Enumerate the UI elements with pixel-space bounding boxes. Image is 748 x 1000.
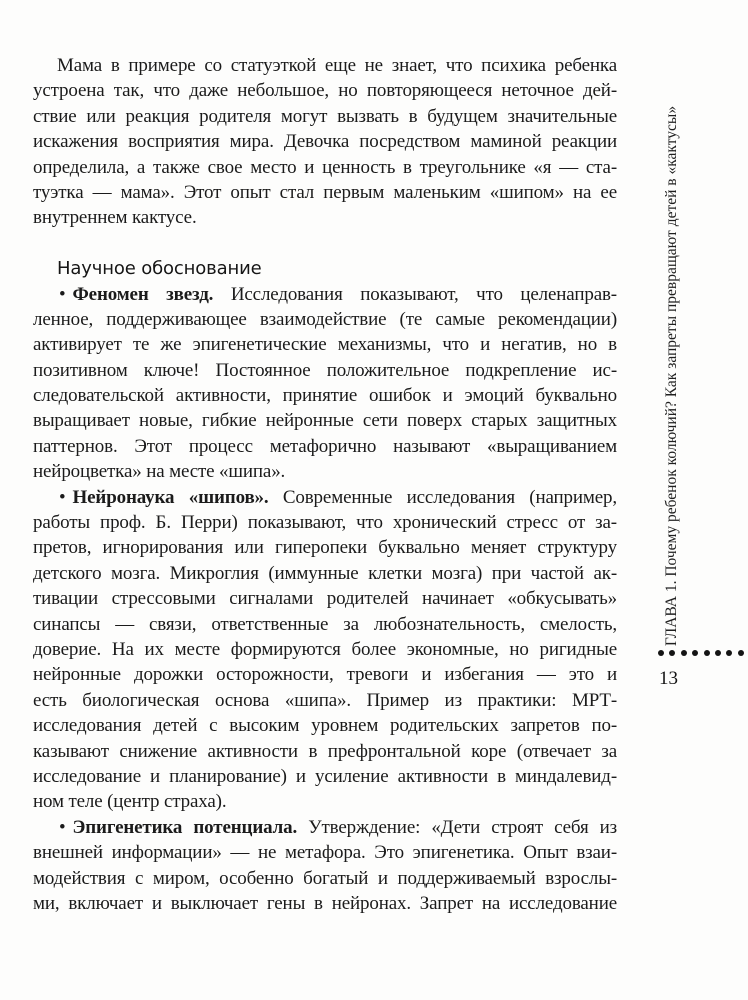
text-line: внешней информации» — не метафора. Это эпигенетика. Опыт взаи-: [33, 842, 617, 864]
text-line: ствие или реакция родителя могут вызвать в будущем значительные: [33, 105, 617, 127]
text-line: выращивает новые, гибкие нейронные сети поверх старых защитных: [33, 410, 617, 432]
chapter-running-title: ГЛАВА 1. Почему ребенок колючий? Как запреты превращают детей в «кактусы»: [663, 105, 680, 647]
text-line: туэтка — мама». Этот опыт стал первым маленьким «шипом» на ее: [33, 181, 617, 203]
bullet-icon: •: [59, 283, 66, 305]
dot: [681, 650, 687, 656]
text-line: нейронные дорожки осторожности, тревоги и избегания — это и: [33, 664, 617, 686]
paragraph-lead: Феномен звезд.: [72, 283, 214, 305]
dot: [715, 650, 721, 656]
text-line: нейроцветка» на месте «шипа».: [33, 461, 286, 483]
text-block: [33, 53, 617, 916]
text-line: искажения восприятия мира. Девочка посредством маминой реакции: [33, 131, 617, 153]
text-line: ленное, поддерживающее взаимодействие (те самые рекомендации): [33, 308, 617, 330]
dot: [738, 650, 744, 656]
text-line: внутреннем кактусе.: [33, 207, 197, 229]
text-line: модействия с миром, особенно богатый и поддерживаемый взрослы-: [33, 867, 617, 889]
text-line: • Нейронаука «шипов». Современные исследования (например,: [59, 486, 617, 508]
paragraph-lead: Эпигенетика потенциала.: [72, 816, 298, 838]
paragraph-lead: Нейронаука «шипов».: [72, 486, 269, 508]
dot: [692, 650, 698, 656]
text-line: устроена так, что даже небольшое, но повторяющееся неточное дей-: [33, 80, 617, 102]
text-line: Мама в примере со статуэткой еще не знает, что психика ребенка: [57, 55, 617, 76]
dot: [726, 650, 732, 656]
bullet-paragraph: [33, 282, 617, 485]
text-line: тивации стрессовыми сигналами родителей начинает «обкусывать»: [33, 588, 617, 610]
text-line: исследование и планирование) и усиление активности в миндалевид-: [33, 765, 617, 787]
text-line: позитивном ключе! Постоянное положительное подкрепление ис-: [33, 359, 617, 381]
text-line: определила, а также свое место и ценность в треугольнике «я — ста-: [33, 156, 617, 178]
bullet-paragraph: [33, 485, 617, 815]
bullet-paragraph: [33, 815, 617, 917]
text-line: казывают снижение активности в префронтальной коре (отвечает за: [33, 740, 617, 762]
text-line: • Эпигенетика потенциала. Утверждение: «Дети строят себя из: [59, 816, 617, 838]
blank-line: [33, 231, 617, 256]
text-line: ном теле (центр страха).: [33, 791, 227, 813]
separator-dots: [658, 650, 748, 656]
dot: [658, 650, 664, 656]
paragraph: [33, 53, 617, 231]
page-number: 13: [659, 668, 678, 689]
bullet-icon: •: [59, 486, 66, 508]
section-heading: Научное обоснование: [57, 258, 262, 280]
dot: [704, 650, 710, 656]
text-line: активирует те же эпигенетические механизмы, что и негатив, но в: [33, 334, 617, 356]
text-line: детского мозга. Микроглия (иммунные клетки мозга) при частой ак-: [33, 562, 617, 584]
text-line: работы проф. Б. Перри) показывают, что хронический стресс от за-: [33, 512, 617, 534]
text-line: доверие. На их месте формируются более экономные, но ригидные: [33, 638, 617, 660]
text-line: есть биологическая основа «шипа». Пример из практики: МРТ-: [33, 689, 617, 711]
dot: [669, 650, 675, 656]
text-line: • Феномен звезд. Исследования показывают, что целенаправ-: [59, 283, 617, 305]
text-line: паттернов. Этот процесс метафорично называют «выращиванием: [33, 435, 617, 457]
text-line: ми, включает и выключает гены в нейронах. Запрет на исследование: [33, 892, 617, 914]
text-line: синапсы — связи, ответственные за любознательность, смелость,: [33, 613, 617, 635]
text-line: исследования детей с высоким уровнем родительских запретов по-: [33, 715, 617, 737]
bullet-icon: •: [59, 816, 66, 838]
text-line: претов, игнорирования или гиперопеки буквально меняет структуру: [33, 537, 617, 559]
text-line: следовательской активности, принятие ошибок и эмоций буквально: [33, 385, 617, 407]
